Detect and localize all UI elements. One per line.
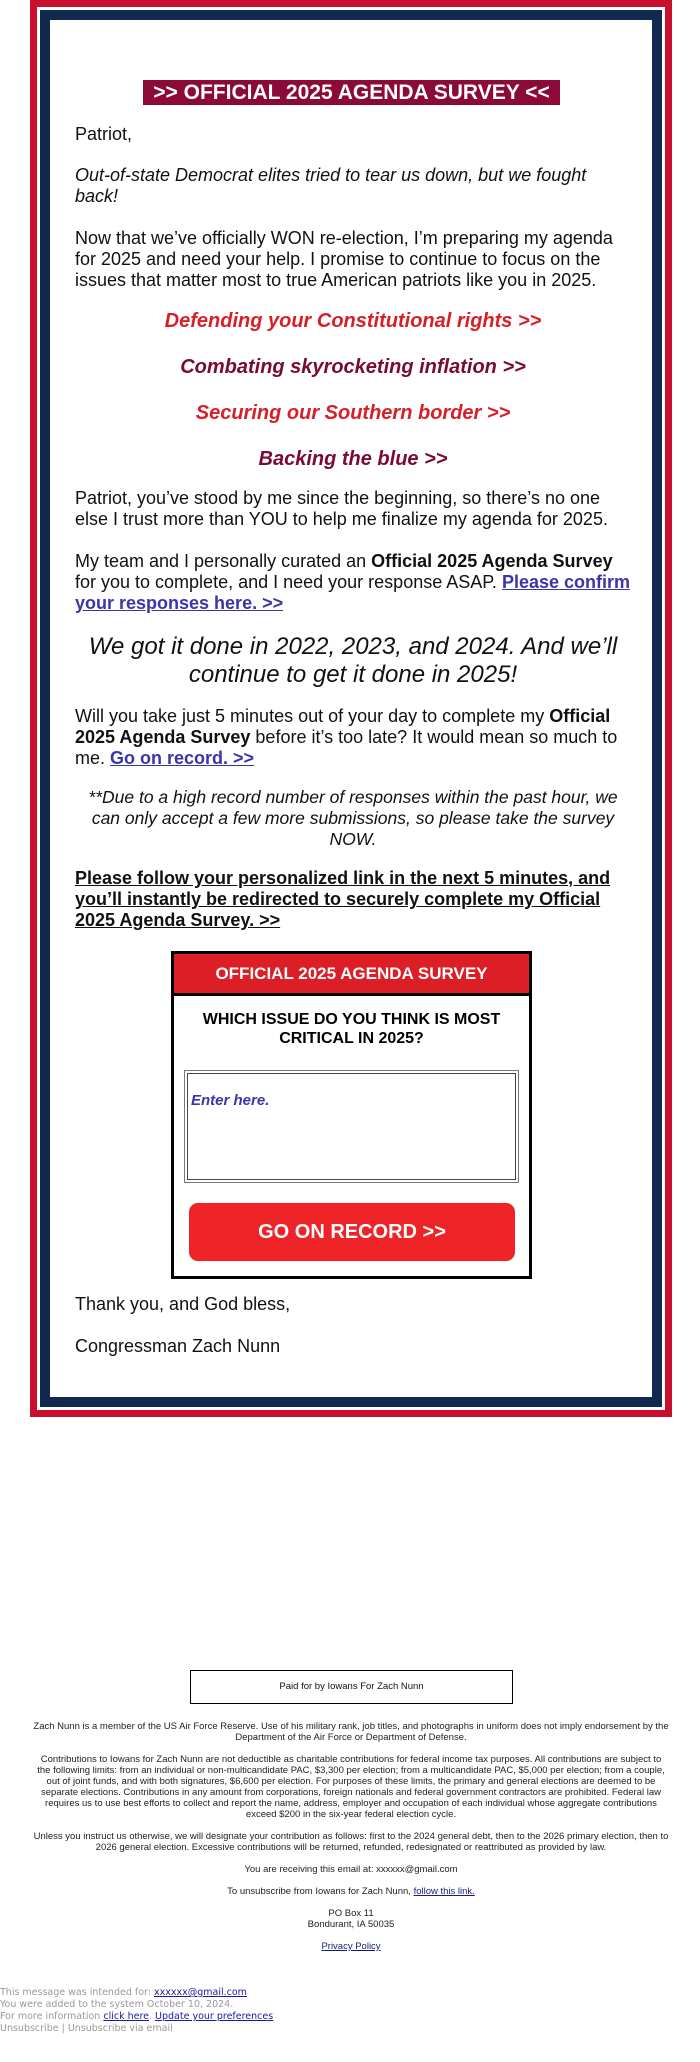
address-line-2: Bondurant, IA 50035 <box>307 1919 395 1930</box>
text: for you to complete, and I need your response ASAP. <box>75 572 502 592</box>
issue-link-constitutional-rights[interactable]: Defending your Constitutional rights >> <box>164 310 542 332</box>
delivery-meta <box>0 1987 273 2035</box>
issue-link-backing-blue[interactable]: Backing the blue >> <box>258 448 448 470</box>
issue-link-border[interactable]: Securing our Southern border >> <box>195 402 511 424</box>
unsubscribe-notice <box>30 1886 672 1897</box>
text: This message was intended for: <box>0 1987 154 1998</box>
paragraph-request <box>75 706 631 769</box>
paragraph-agenda: Now that we’ve officially WON re-election, I’m preparing my agenda for 2025 and need your help. I promise to continue to focus on the issues that matter most to true American patriots like you in 2025. <box>75 228 613 290</box>
privacy-row <box>30 1941 672 1952</box>
intended-for-line <box>0 1987 273 1999</box>
designation-disclaimer: Unless you instruct us otherwise, we will designate your contribution as follows: first to the 2024 general debt, then to the 2026 primary election, then to 2026 general election. Excessive contributions will be returned, refunded, redesignated or reattributed as provided by law. <box>33 1831 669 1853</box>
privacy-policy-link[interactable]: Privacy Policy <box>321 1941 381 1952</box>
text: To unsubscribe from Iowans for Zach Nunn, <box>227 1886 414 1897</box>
survey-card <box>171 951 532 1279</box>
address-line-1: PO Box 11 <box>328 1908 374 1919</box>
closing: Thank you, and God bless, <box>75 1294 291 1314</box>
survey-question: WHICH ISSUE DO YOU THINK IS MOST CRITICAL IN 2025? <box>202 1011 501 1047</box>
added-date-line: You were added to the system October 10, 2024. <box>0 1999 234 2010</box>
bold-survey-name: Official 2025 Agenda Survey <box>75 706 611 747</box>
click-here-link[interactable]: click here <box>103 2011 149 2022</box>
receiving-email-notice: You are receiving this email at: xxxxxx@gmail.com <box>244 1864 458 1875</box>
survey-banner-title: >> OFFICIAL 2025 AGENDA SURVEY << <box>143 80 560 105</box>
signature: Congressman Zach Nunn <box>75 1336 281 1356</box>
paid-for-disclaimer: Paid for by Iowans For Zach Nunn <box>190 1670 513 1704</box>
unsubscribe-via-email-link[interactable]: Unsubscribe via email <box>67 2023 173 2034</box>
survey-answer-input[interactable] <box>187 1073 516 1180</box>
issue-link-inflation[interactable]: Combating skyrocketing inflation >> <box>180 356 526 378</box>
confirm-responses-link[interactable]: Please confirm your responses here. >> <box>75 572 630 613</box>
survey-answer-wrapper <box>184 1070 519 1183</box>
paragraph-survey <box>75 551 631 614</box>
separator: | <box>58 2023 68 2034</box>
recipient-email-link[interactable]: xxxxxx@gmail.com <box>154 1987 247 1998</box>
update-preferences-link[interactable]: Update your preferences <box>155 2011 274 2022</box>
highlight-statement: We got it done in 2022, 2023, and 2024. And we’ll continue to get it done in 2025! <box>88 633 618 688</box>
urgency-note: **Due to a high record number of responses within the past hour, we can only accept a few more submissions, so please take the survey NOW. <box>88 787 618 849</box>
more-info-line <box>0 2011 273 2023</box>
text: before it’s too late? It would mean so much to me. <box>75 727 618 768</box>
greeting: Patriot, <box>75 124 133 144</box>
text: For more information <box>0 2011 104 2022</box>
text: . <box>149 2011 156 2022</box>
text: My team and I personally curated an <box>75 551 372 571</box>
unsubscribe-line <box>0 2023 273 2035</box>
go-on-record-link[interactable]: Go on record. >> <box>110 748 255 768</box>
military-disclaimer: Zach Nunn is a member of the US Air Force Reserve. Use of his military rank, job titles, and photographs in uniform does not imply endorsement by the Department of the Air Force or Department of Defense. <box>33 1721 669 1743</box>
unsubscribe-follow-link[interactable]: follow this link. <box>413 1886 475 1897</box>
text: Will you take just 5 minutes out of your day to complete my <box>75 706 550 726</box>
address <box>30 1908 672 1930</box>
go-on-record-button[interactable]: GO ON RECORD >> <box>189 1203 515 1261</box>
personalized-survey-link[interactable]: Please follow your personalized link in the next 5 minutes, and you’ll instantly be redirected to securely complete my Official 2025 Agenda Survey. >> <box>75 868 611 930</box>
contribution-disclaimer: Contributions to Iowans for Zach Nunn are not deductible as charitable contributions for federal income tax purposes. All contributions are subject to the following limits: from an individual or non-multicandidate PAC, $3,300 per election; from a multicandidate PAC, $5,000 per election; from a couple, out of joint funds, and with both signatures, $6,600 per election. For purposes of these limits, the primary and general elections are deemed to be separate elections. Contributions in any amount from corporations, foreign nationals and federal government contractors are prohibited. Federal law requires us to use best efforts to collect and report the name, address, employer and occupation of each individual whose aggregate contributions exceed $200 in the six-year federal election cycle. <box>37 1754 665 1820</box>
intro-text: Out-of-state Democrat elites tried to tear us down, but we fought back! <box>75 165 587 206</box>
paragraph-trust: Patriot, you’ve stood by me since the beginning, so there’s no one else I trust more than YOU to help me finalize my agenda for 2025. <box>75 488 608 529</box>
bold-survey-name: Official 2025 Agenda Survey <box>371 551 613 571</box>
unsubscribe-link[interactable]: Unsubscribe <box>0 2023 59 2034</box>
survey-card-header: OFFICIAL 2025 AGENDA SURVEY <box>174 954 529 996</box>
